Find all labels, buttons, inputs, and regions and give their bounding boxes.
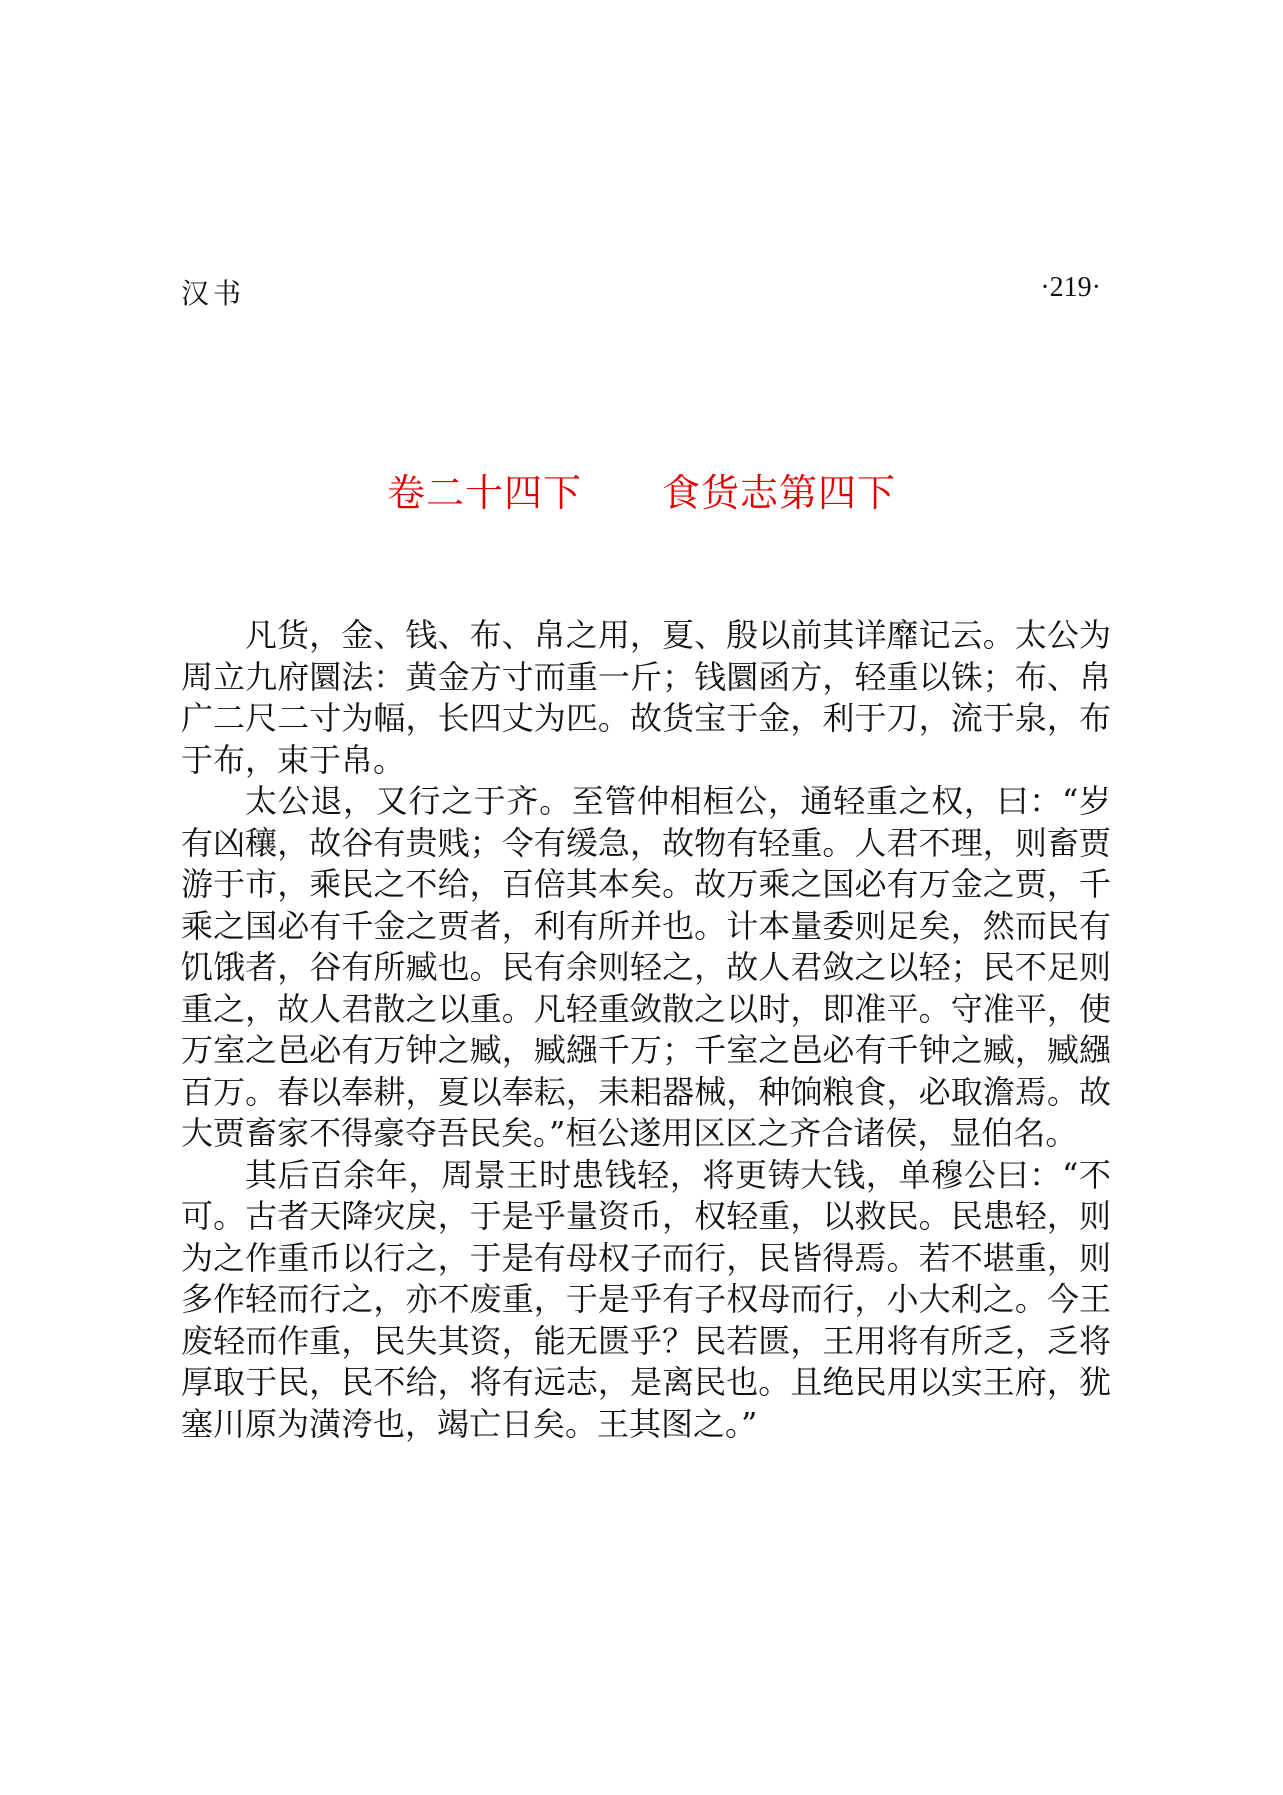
body-text	[181, 615, 1111, 1445]
paragraph: 太公退，又行之于齐。至管仲相桓公，通轻重之权，曰：“岁有凶穰，故谷有贵贱；令有缓急，故物有轻重。人君不理，则畜贾游于市，乘民之不给，百倍其本矣。故万乘之国必有万金之贾，千乘之国必有千金之贾者，利有所并也。计本量委则足矣，然而民有饥饿者，谷有所臧也。民有余则轻之，故人君敛之以轻；民不足则重之，故人君散之以重。凡轻重敛散之以时，即准平。守准平，使万室之邑必有万钟之臧，臧繦千万；千室之邑必有千钟之臧，臧繦百万。春以奉耕，夏以奉耘，耒耜器械，种饷粮食，必取澹焉。故大贾畜家不得豪夺吾民矣。”桓公遂用区区之齐合诸侯，显伯名。	[181, 782, 1111, 1152]
running-header	[181, 272, 1101, 312]
paragraph: 凡货，金、钱、布、帛之用，夏、殷以前其详靡记云。太公为周立九府圜法：黄金方寸而重一斤；钱圜函方，轻重以铢；布、帛广二尺二寸为幅，长四丈为匹。故货宝于金，利于刀，流于泉，布于布，束于帛。	[181, 616, 1111, 779]
page-number: ·219·	[1040, 272, 1101, 303]
chapter-heading	[0, 462, 1283, 517]
chapter-title: 食货志第四下	[662, 471, 897, 515]
paragraph: 其后百余年，周景王时患钱轻，将更铸大钱，单穆公曰：“不可。古者天降灾戾，于是乎量资币，权轻重，以救民。民患轻，则为之作重币以行之，于是有母权子而行，民皆得焉。若不堪重，则多作轻而行之，亦不废重，于是乎有子权母而行，小大利之。今王废轻而作重，民失其资，能无匮乎？民若匮，王用将有所乏，乏将厚取于民，民不给，将有远志，是离民也。且绝民用以实王府，犹塞川原为潢洿也，竭亡日矣。王其图之。”	[181, 1155, 1111, 1443]
chapter-volume: 卷二十四下	[386, 471, 582, 515]
book-title: 汉书	[181, 277, 246, 310]
